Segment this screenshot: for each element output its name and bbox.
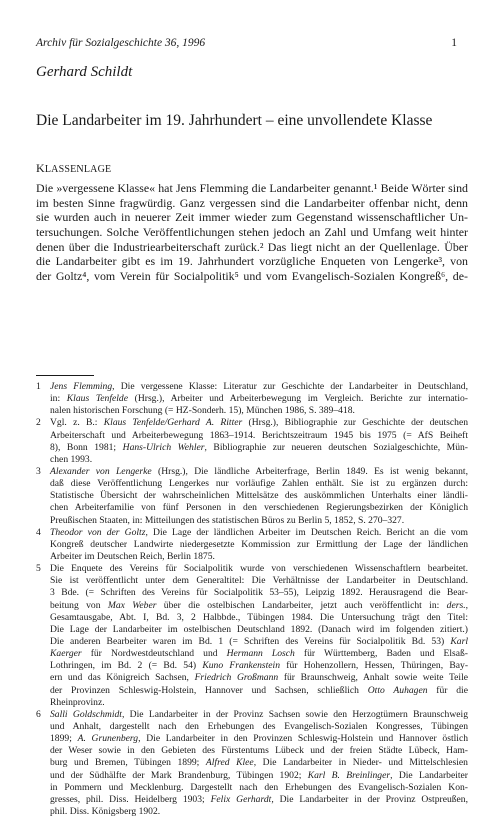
- footnote-line: [50, 551, 468, 563]
- body-line: die Landarbeiter gibt es im 19. Jahrhundert vorzügliche Enqueten von Lengerke³, von: [36, 254, 468, 269]
- running-head: Archiv für Sozialgeschichte 36, 1996: [36, 37, 206, 49]
- footnote-text: 8), Bonn 1981;: [50, 441, 123, 453]
- footnote-text: daß diese Veröffentlichung Lengerkes nur vorläufige Zahlen enthält. Sie ist zu ergänzen durch:: [50, 478, 468, 490]
- footnote-line: [50, 417, 468, 429]
- body-line: sie wurden auch in neuerer Zeit immer wieder zum Gegenstand wissenschaftlicher Un-: [36, 210, 468, 225]
- footnote-text: , Die Landarbeiter: [390, 769, 468, 781]
- footnote-text: , Die vergessene Klasse: Literatur zur Geschichte der Landarbeiter in Deutschland,: [112, 381, 468, 392]
- footnote-line: [50, 502, 468, 514]
- body-line: tersuchungen. Solche Veröffentlichungen stehen jedoch an Zahl und Umfang weit hinter: [36, 225, 468, 240]
- footnote-line: [50, 478, 468, 490]
- footnote-text: Kongreß deutscher Landwirte niedergesetzte Kommission zur Ermittlung der Lage der ländlichen: [50, 538, 468, 550]
- footnote-text: (Hrsg.), Die ländliche Arbeiterfrage, Berlin 1849. Es ist wenig bekannt,: [151, 465, 468, 477]
- footnote-line: [50, 782, 468, 794]
- body-text: [36, 181, 468, 284]
- cited-name: Kaerger: [50, 648, 82, 660]
- footnote-line: [50, 770, 468, 782]
- footnote-text: Statistische Übersicht der wahrscheinlichen Mittelsätze des auskömmlichen Unterhalts einer ländli-: [50, 490, 468, 502]
- cited-name: ders.: [446, 599, 466, 611]
- footnote-text: über die ostelbischen Landarbeiter, jetzt auch veröffentlicht in:: [156, 599, 447, 611]
- footnote-text: Arbeiterschaft und Arbeiterbewegung 1863–1914. Berichtszeitraum 1945 bis 1975 (= AfS Beiheft: [50, 429, 468, 441]
- footnote-number: 1: [36, 381, 41, 392]
- footnote-number: 5: [36, 563, 41, 575]
- footnote-number: 6: [36, 708, 41, 720]
- cited-name: Otto Auhagen: [367, 684, 428, 696]
- footnote-text: Die anderen Bearbeiter waren im Bd. 1 (= Schriften des Vereins für Socialpolitik Bd. 53): [50, 635, 451, 647]
- footnote-text: chen Arbeiterfamilie von fünf Personen in den verschiedenen Regierungsbezirken der Königlich: [50, 502, 468, 514]
- section-heading: [36, 161, 111, 176]
- body-line: denen über die Industriearbeiterschaft zurück.² Das liegt nicht an der Quellenlage. Über: [36, 239, 468, 254]
- footnote-text: für die: [427, 684, 468, 696]
- footnote-text: , Die Landarbeiter in der Provinz Sachsen sowie den Herzogtümern Braunschweig: [121, 708, 468, 720]
- footnote-line: [50, 806, 468, 818]
- footnote-text: der Weser sowie in den Gebieten des Fürstentums Lübeck und der freien Städte Lübeck, Ham-: [50, 745, 468, 757]
- footnote-text: (Hrsg.), Bibliographie zur Geschichte der deutschen: [242, 417, 468, 429]
- footnote-line: [50, 393, 468, 405]
- footnote-text: Arbeiter im Deutschen Reich, Berlin 1875.: [50, 550, 215, 562]
- footnote-text: Vgl. z. B.:: [50, 417, 104, 429]
- footnote-text: beitung von: [50, 599, 108, 611]
- footnote-line: [50, 757, 468, 769]
- footnote-line: [50, 721, 468, 733]
- footnote-text: Rheinprovinz.: [50, 696, 105, 708]
- body-line: Die »vergessene Klasse« hat Jens Flemming die Landarbeiter genannt.¹ Beide Wörter sind: [36, 181, 468, 195]
- footnote-line: [50, 430, 468, 442]
- footnote-number: 4: [36, 526, 41, 538]
- footnote-text: 3 Bde. (= Schriften des Vereins für Socialpolitik 53–55), Leipzig 1892. Herausragend die Bear-: [50, 587, 468, 599]
- footnote-line: [50, 697, 468, 709]
- footnote: [36, 563, 468, 709]
- cited-name: Jens Flemming: [50, 381, 113, 392]
- footnote-line: [50, 660, 468, 672]
- footnote-text: in:: [50, 393, 67, 405]
- footnote-text: gresses, phil. Diss. Heidelberg 1903;: [50, 793, 211, 805]
- cited-name: Kuno Frankenstein: [202, 660, 280, 672]
- footnote-line: [50, 454, 468, 466]
- footnote-text: Gesamtausgabe, Abt. I, Bd. 3, 2 Halbbde., Tübingen 1984. Die Untersuchung trägt den Titel:: [50, 611, 468, 623]
- footnote-number: 3: [36, 465, 41, 477]
- footnote-text: burg und Bremen, Tübingen 1899;: [50, 757, 206, 769]
- cited-name: Alfred Klee: [205, 757, 254, 769]
- footnote-line: [50, 745, 468, 757]
- footnote-text: Sie ist veröffentlicht unter dem Generaltitel: Die Verhältnisse der Landarbeiter in Deutschland.: [50, 575, 468, 587]
- footnote-text: Lothringen, im Bd. 2 (= Bd. 54): [50, 660, 203, 672]
- footnote-text: ,: [465, 599, 468, 611]
- article-title: Die Landarbeiter im 19. Jahrhundert – eine unvollendete Klasse: [36, 112, 433, 129]
- footnote-line: [50, 636, 468, 648]
- cited-name: A. Grunenberg: [77, 733, 139, 745]
- footnote-text: 1899;: [50, 733, 78, 745]
- article-author: Gerhard Schildt: [36, 64, 133, 80]
- section-heading-rest: LASSENLAGE: [44, 164, 112, 175]
- footnote-line: [50, 612, 468, 624]
- footnote-line: [50, 575, 468, 587]
- footnote-text: Die Enquete des Vereins für Socialpolitik wurde von verschiedenen Wissenschaftlern bearbeitet.: [50, 563, 468, 575]
- footnote-rule: [36, 375, 94, 376]
- footnote-line: [50, 733, 468, 745]
- footnote-line: [50, 515, 468, 527]
- footnote-text: (Hrsg.), Arbeiter und Arbeiterbewegung im Vergleich. Berichte zur internatio-: [127, 393, 468, 405]
- footnote-text: für Nordwestdeutschland und: [81, 648, 227, 660]
- cited-name: Klaus Tenfelde: [66, 393, 128, 405]
- footnote-text: der Provinzen Schleswig-Holstein, Hannover und Sachsen, schließlich: [50, 684, 368, 696]
- footnote-text: nalen historischen Forschung (= HZ-Sonderh. 15), München 1986, S. 389–418.: [50, 405, 355, 417]
- footnote-text: , Die Lage der ländlichen Arbeiter im Deutschen Reich. Bericht an die vom: [145, 526, 469, 538]
- cited-name: Karl B. Breinlinger: [307, 769, 391, 781]
- footnote-line: [50, 527, 468, 539]
- cited-name: Friedrich Großmann: [194, 672, 279, 684]
- footnote: [36, 709, 468, 818]
- footnote-line: [50, 587, 468, 599]
- footnote-text: in Pommern und Mecklenburg. Dargestellt nach den Erhebungen des Evangelisch-Sozialen Kon-: [50, 781, 468, 793]
- cited-name: Alexander von Lengerke: [50, 465, 152, 477]
- cited-name: Karl: [450, 635, 468, 647]
- footnote-text: Preußischen Staaten, in: Mitteilungen des statistischen Büros zu Berlin 5, 1852, S. 270–327.: [50, 514, 405, 526]
- footnote-text: , Die Landarbeiter in Nieder- und Mittelschlesien: [253, 757, 468, 769]
- footnote-text: ern und das Königreich Sachsen,: [50, 672, 195, 684]
- footnote-line: [50, 794, 468, 806]
- cited-name: Klaus Tenfelde/Gerhard A. Ritter: [103, 417, 243, 429]
- footnote-text: chen 1993.: [50, 453, 93, 465]
- footnote-text: , Die Landarbeiter in den Provinzen Schleswig-Holstein und Hannover östlich: [138, 733, 468, 745]
- footnote-line: [50, 624, 468, 636]
- footnote-text: für Hohenzollern, Hessen, Thüringen, Bay-: [280, 660, 469, 672]
- footnote: [36, 466, 468, 527]
- cited-name: Theodor von der Goltz: [50, 526, 146, 538]
- page-number: 1: [451, 37, 457, 49]
- footnote-line: [50, 685, 468, 697]
- footnote-text: , Die Landarbeiter in der Provinz Ostpreußen,: [271, 793, 468, 805]
- footnote-line: [50, 648, 468, 660]
- footnote-text: für Württemberg, Baden und Elsaß-: [294, 648, 468, 660]
- footnote-number: 2: [36, 417, 41, 429]
- footnote-text: und der Südhälfte der Mark Brandenburg, Tübingen 1902;: [50, 769, 308, 781]
- cited-name: Salli Goldschmidt: [50, 708, 122, 720]
- cited-name: Felix Gerhardt: [210, 793, 272, 805]
- body-line: der Goltz⁴, vom Verein für Socialpolitik⁵ und vom Evangelisch-Sozialen Kongreß⁶, de-: [36, 269, 468, 284]
- footnote-line: [50, 466, 468, 478]
- footnote: [36, 417, 468, 466]
- footnote-line: [50, 709, 468, 721]
- footnote-text: , Bibliographie zur neueren deutschen Sozialgeschichte, Mün-: [204, 441, 468, 453]
- footnote-text: und Anhalt, dargestellt nach den Erhebungen des Evangelisch-Sozialen Kongresses, Tübingen: [50, 720, 468, 732]
- section-heading-initial: K: [36, 161, 45, 175]
- footnote-text: phil. Diss. Königsberg 1902.: [50, 805, 161, 817]
- footnote: [36, 527, 468, 563]
- footnote-line: [50, 563, 468, 575]
- body-line: im besten Sinne fragwürdig. Ganz vergessen sind die Landarbeiter offenbar nicht, denn: [36, 195, 468, 210]
- footnote: [36, 381, 468, 417]
- footnote-line: [50, 490, 468, 502]
- footnote-text: Die Lage der Landarbeiter im ostelbischen Deutschland 1892. (Danach wird im folgenden zitiert.): [50, 623, 468, 635]
- footnote-line: [50, 539, 468, 551]
- footnote-line: [50, 600, 468, 612]
- footnote-text: für Braunschweig, Anhalt sowie weite Teile: [278, 672, 469, 684]
- footnote-line: [50, 672, 468, 684]
- cited-name: Hermann Losch: [226, 648, 295, 660]
- footnote-line: [50, 442, 468, 454]
- cited-name: Max Weber: [107, 599, 157, 611]
- footnote-line: [50, 405, 468, 417]
- footnote-line: [50, 381, 468, 393]
- footnotes: [36, 381, 468, 818]
- cited-name: Hans-Ulrich Wehler: [122, 441, 205, 453]
